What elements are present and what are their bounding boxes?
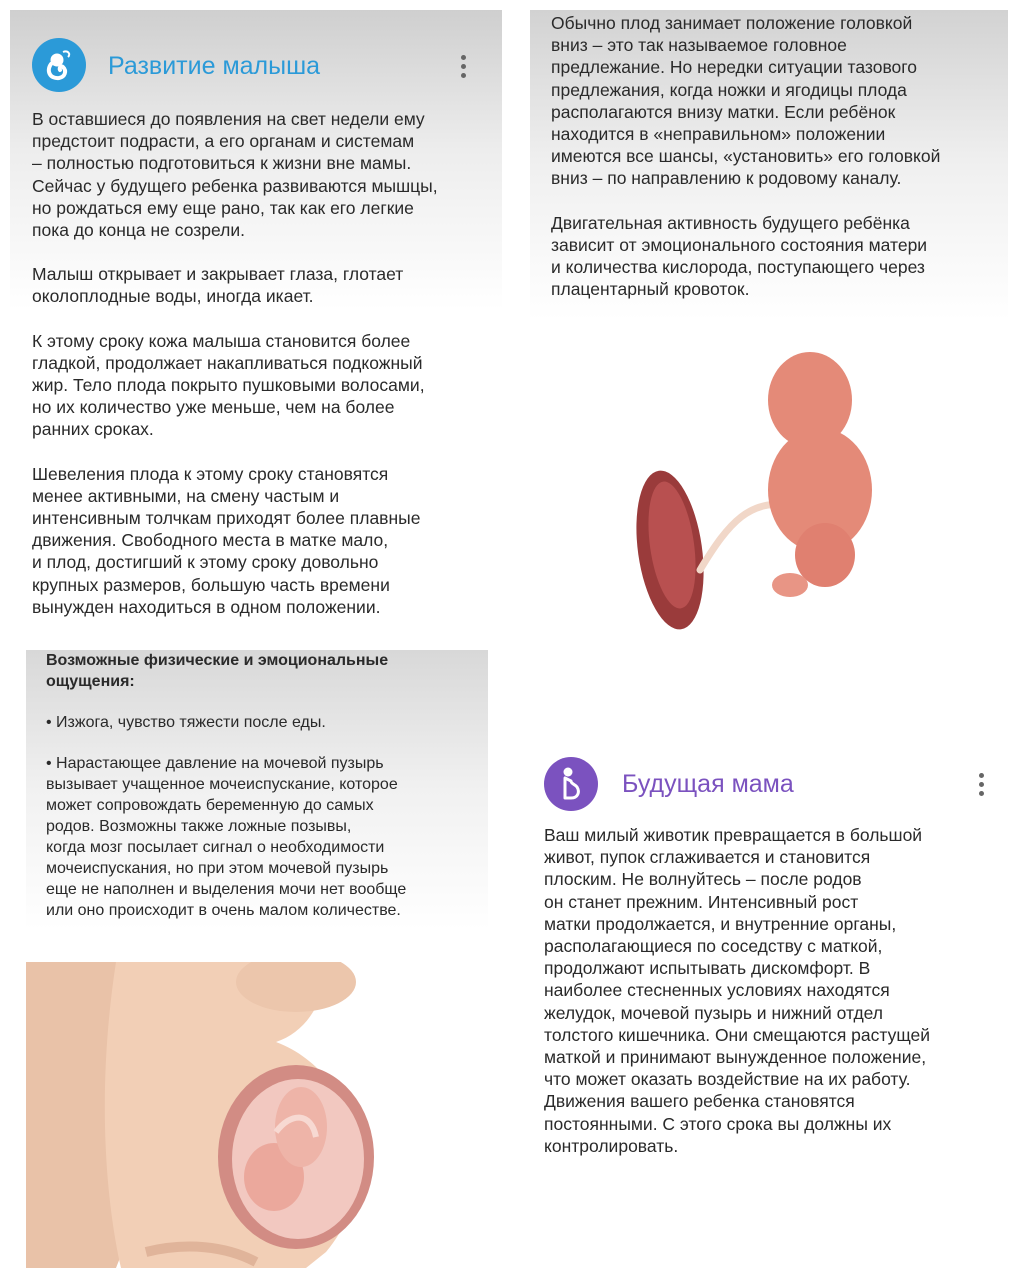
sensation-item: • Изжога, чувство тяжести после еды. xyxy=(46,714,326,731)
baby-paragraph: Малыш открывает и закрывает глаза, глотает околоплодные воды, иногда икает. xyxy=(32,264,404,307)
sensations-heading: Возможные физические и эмоциональные ощущения: xyxy=(46,652,389,690)
sensation-item: • Нарастающее давление на мочевой пузырь вызывает учащенное мочеиспускание, которое может сопровождать беременную до самых родов. Возможны также ложные позывы, когда мозг посылает сигнал о необходимости мочеиспускания, но при этом мочевой пузырь еще не наполнен и выделения мочи нет вообще или оно происходит в очень малом количестве. xyxy=(46,755,407,919)
fetus-illustration xyxy=(630,340,930,630)
position-card-body xyxy=(551,12,1001,300)
mom-card-body xyxy=(544,824,1004,1157)
mom-card-text: Ваш милый животик превращается в большой живот, пупок сглаживается и становится плоским. Не волнуйтесь – после родов он станет прежним. Интенсивный рост матки продолжается, и внутренние органы, располагающиеся по соседству с маткой, продолжают испытывать дискомфорт. В наиболее стесненных условиях находятся желудок, мочевой пузырь и нижний отдел толстого кишечника. Они смещаются растущей маткой и принимают вынужденное положение, что может оказать воздействие на их работу. Движения вашего ребенка становятся постоянными. С этого срока вы должны их контролировать. xyxy=(544,825,931,1156)
pregnant-belly-illustration xyxy=(26,962,376,1268)
pregnancy-illustration-card xyxy=(26,962,376,1268)
baby-card-more-icon[interactable] xyxy=(456,52,472,82)
fetal-position-card xyxy=(530,10,1008,630)
position-paragraph: Двигательная активность будущего ребёнка зависит от эмоционального состояния матери и количества кислорода, поступающего через плацентарный кровоток. xyxy=(551,212,928,300)
future-mom-card xyxy=(530,742,1008,1172)
pregnant-woman-icon xyxy=(544,757,598,811)
mom-card-more-icon[interactable] xyxy=(974,770,990,800)
baby-paragraph: Шевеления плода к этому сроку становятся менее активными, на смену частым и интенсивным толчкам приходят более плавные движения. Свободного места в матке мало, и плод, достигший к этому сроку довольно крупных размеров, большую часть времени вынужден находиться в одном положении. xyxy=(32,463,421,617)
baby-paragraph: К этому сроку кожа малыша становится более гладкой, продолжает накапливаться подкожный жир. Тело плода покрыто пушковыми волосами, но их количество уже меньше, чем на более ранних сроках. xyxy=(32,330,425,440)
baby-card-title: Развитие малыша xyxy=(108,52,321,80)
sensations-card-body xyxy=(46,650,482,921)
baby-paragraph: В оставшиеся до появления на свет недели ему предстоит подрасти, а его органам и системам – полностью подготовиться к жизни вне мамы. Сейчас у будущего ребенка развиваются мышцы, но рождаться ему еще рано, так как его легкие пока до конца не созрели. xyxy=(32,109,438,241)
baby-card-body xyxy=(32,108,494,618)
sensations-card xyxy=(26,650,488,950)
fetus-icon xyxy=(32,38,86,92)
mom-card-title: Будущая мама xyxy=(622,770,794,798)
position-paragraph: Обычно плод занимает положение головкой вниз – это так называемое головное предлежание. Но нередки ситуации тазового предлежания, когда ножки и ягодицы плода располагаются внизу матки. Если ребёнок находится в «неправильном» положении имеются все шансы, «установить» его головкой вниз – по направлению к родовому каналу. xyxy=(551,13,941,189)
baby-development-card xyxy=(10,10,502,632)
